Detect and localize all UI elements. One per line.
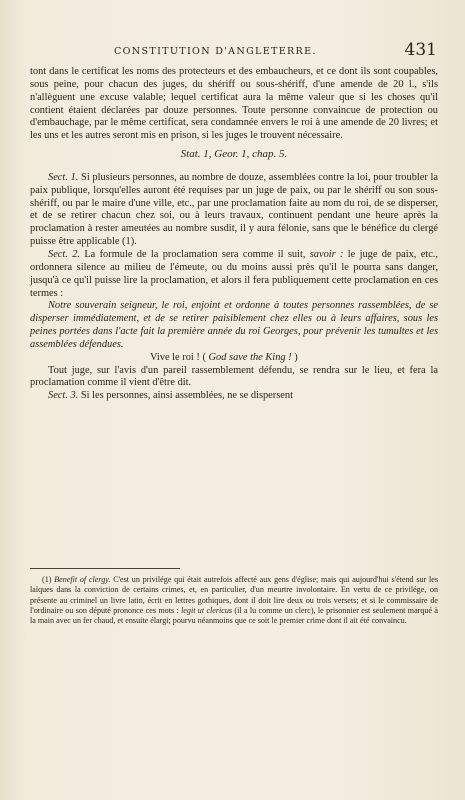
footnote-legit: legit ut clericus xyxy=(181,606,233,616)
section-1 xyxy=(30,172,438,249)
footnotes xyxy=(30,575,438,627)
section-2-text-b: le juge de paix, etc., ordonnera silence au milieu de l'émeute, ou du moins aussi près qu'il le pourra sans danger, jusqu'à ce qu'il puisse lire la proclamation, et alors il fera publiquement cette proclamation en ces termes : xyxy=(30,248,438,299)
footnote-marker: (1) xyxy=(42,575,55,584)
footnote-text-a: C'est un privilége qui était autrefois affecté aux gens d'église; mais qui aujourd'hui s'étend sur les laïques dans la conviction de certains crimes, et, en particulier, d'un meurtre involontaire. En vertu de ce privilége, on présente au criminel un livre latin, écrit en lettres gothiques, dont il doit lire deux ou trois versets; et si le commissaire de l'ordinaire ou son député prononce ces mots : xyxy=(30,575,438,616)
footnote-term: Benefit of clergy. xyxy=(54,575,111,584)
footnote-text-b: (il a lu comme un clerc), le prisonnier est seulement marqué à la main avec un fer chaud, et ensuite élargi; pourvu néanmoins que ce soit le premier crime dont il ait été convaincu. xyxy=(30,606,438,626)
section-1-label: Sect. 1. xyxy=(48,171,79,183)
section-2-savoir: savoir : xyxy=(309,248,344,260)
vive-le-roi xyxy=(30,352,438,365)
section-1-text: Si plusieurs personnes, au nombre de douze, assemblées contre la loi, pour troubler la paix publique, lorsqu'elles auront été requises par un juge de paix, ou par le shériff ou son sous-shériff, ou par le maire d'une ville, etc., par une proclamation faite au nom du roi, de se disperser, et de se retirer chacun chez soi, ou à leurs travaux, continuent pendant une heure après la proclamation à rester ameutées au nombre susdit, il y aura félonie, sans que le bénéfice du clergé puisse être applicable (1). xyxy=(30,171,439,248)
vive-text-a: Vive le roi ! ( xyxy=(150,351,209,363)
page-header xyxy=(30,40,437,60)
footnote-1 xyxy=(30,575,438,627)
paragraph-juge: Tout juge, sur l'avis d'un pareil rassemblement défendu, se rendra sur le lieu, et fera la proclamation comme il vient d'être dit. xyxy=(30,364,438,389)
page-number: 431 xyxy=(404,40,437,60)
section-3-label: Sect. 3. xyxy=(48,390,79,402)
section-2 xyxy=(30,249,438,300)
footnote-divider xyxy=(30,568,180,569)
paragraph-continuation: tont dans le certificat les noms des protecteurs et des embaucheurs, et ce dont ils sont coupables, sous peine, pour chacun des juges, du shériff ou sous-shériff, d'une amende de 20 l., s'ils n'allèguent une excuse valable; lequel certificat aura la même valeur que si les choses qu'il contient étaient déclarées par douze personnes. Toute personne convaincue de protection ou d'embauchage, par le même certificat, sera condamnée envers le roi à une amende de 20 livres; et les uns et les autres seront mis en prison, si les juges le trouvent nécessaire. xyxy=(30,66,438,142)
section-3-text: Si les personnes, ainsi assemblées, ne se dispersent xyxy=(78,390,293,402)
statute-citation: Stat. 1, Geor. 1, chap. 5. xyxy=(180,148,288,161)
main-text xyxy=(30,66,438,403)
running-title: CONSTITUTION D'ANGLETERRE. xyxy=(114,46,317,57)
vive-text-b: ) xyxy=(291,351,298,363)
proclamation-text: Notre souverain seigneur, le roi, enjoint et ordonne à toutes personnes rassemblées, de se disperser immédiatement, et de se retirer paisiblement chez elles ou à leurs affaires, sous les peines portées dans l'acte fait la première année du roi Georges, pour prévenir les tumultes et les assemblées défendues. xyxy=(30,300,438,350)
section-2-label: Sect. 2. xyxy=(48,248,81,260)
section-2-text-a: La formule de la proclamation sera comme il suit, xyxy=(80,248,310,260)
section-3 xyxy=(30,390,438,403)
vive-text-italic: God save the King ! xyxy=(208,351,292,363)
